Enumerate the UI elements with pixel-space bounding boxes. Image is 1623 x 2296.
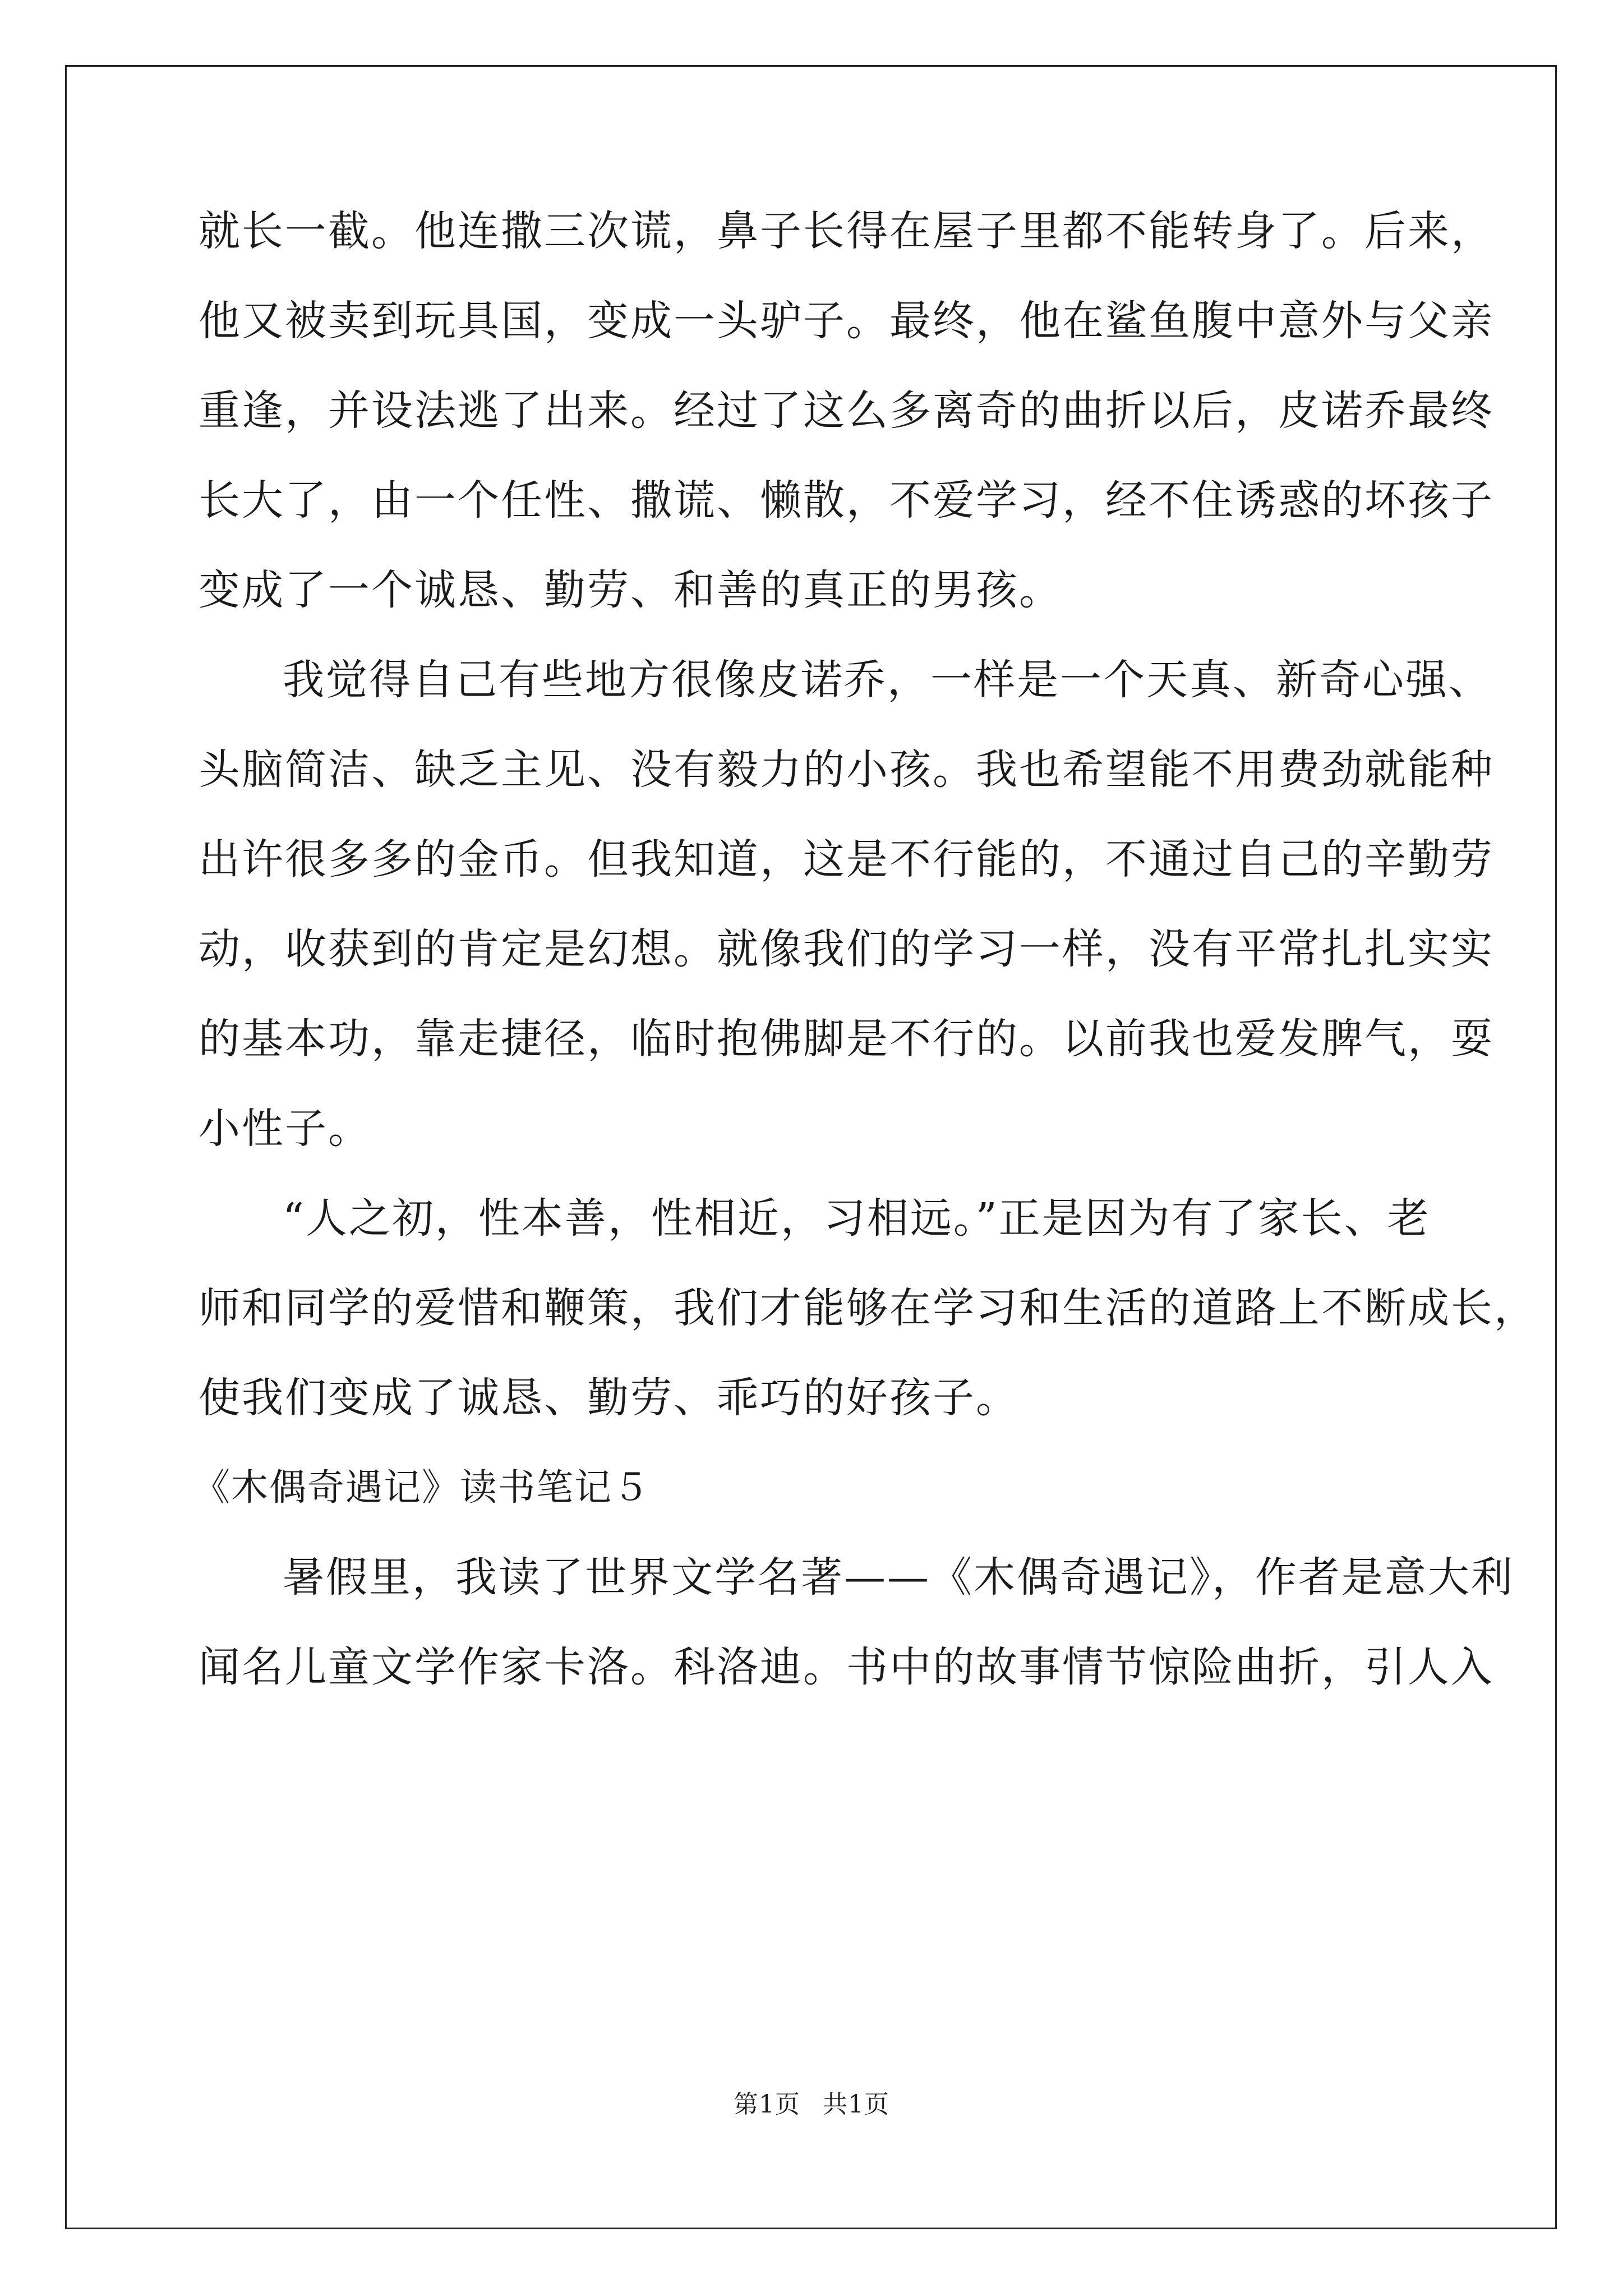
section-heading: 《木偶奇遇记》读书笔记５	[193, 1466, 651, 1509]
page-footer	[0, 2088, 1623, 2122]
paragraph-first-line: 我觉得自己有些地方很像皮诺乔，一样是一个天真、新奇心强、	[283, 656, 1492, 704]
text-line: 小性子。	[199, 1105, 371, 1153]
text-line: 使我们变成了诚恳、勤劳、乖巧的好孩子。	[199, 1374, 1019, 1422]
text-line: 闻名儿童文学作家卡洛。科洛迪。书中的故事情节惊险曲折，引人入	[199, 1643, 1494, 1691]
text-line: 他又被卖到玩具国，变成一头驴子。最终，他在鲨鱼腹中意外与父亲	[199, 297, 1494, 345]
page-count: 共1页	[823, 2090, 889, 2119]
document-body	[193, 202, 1537, 1728]
text-line: 的基本功，靠走捷径，临时抱佛脚是不行的。以前我也爱发脾气，耍	[199, 1015, 1494, 1063]
text-line: 头脑简洁、缺乏主见、没有毅力的小孩。我也希望能不用费劲就能种	[199, 746, 1494, 794]
text-line: 重逢，并设法逃了出来。经过了这么多离奇的曲折以后，皮诺乔最终	[199, 386, 1494, 435]
text-line: 就长一截。他连撒三次谎，鼻子长得在屋子里都不能转身了。后来，	[199, 207, 1494, 255]
text-line: 出许很多多的金币。但我知道，这是不行能的，不通过自己的辛勤劳	[199, 835, 1494, 884]
text-line: 动，收获到的肯定是幻想。就像我们的学习一样，没有平常扎扎实实	[199, 925, 1494, 973]
page-number: 第1页	[734, 2090, 800, 2119]
text-line: 师和同学的爱惜和鞭策，我们才能够在学习和生活的道路上不断成长，	[199, 1284, 1537, 1332]
text-line: 长大了，由一个任性、撒谎、懒散，不爱学习，经不住诱惑的坏孩子	[199, 476, 1494, 524]
text-line: 变成了一个诚恳、勤劳、和善的真正的男孩。	[199, 566, 1062, 614]
paragraph-first-line: 暑假里，我读了世界文学名著——《木偶奇遇记》，作者是意大利	[283, 1553, 1514, 1602]
paragraph-first-line: “人之初，性本善，性相近，习相远。”正是因为有了家长、老	[283, 1194, 1431, 1243]
